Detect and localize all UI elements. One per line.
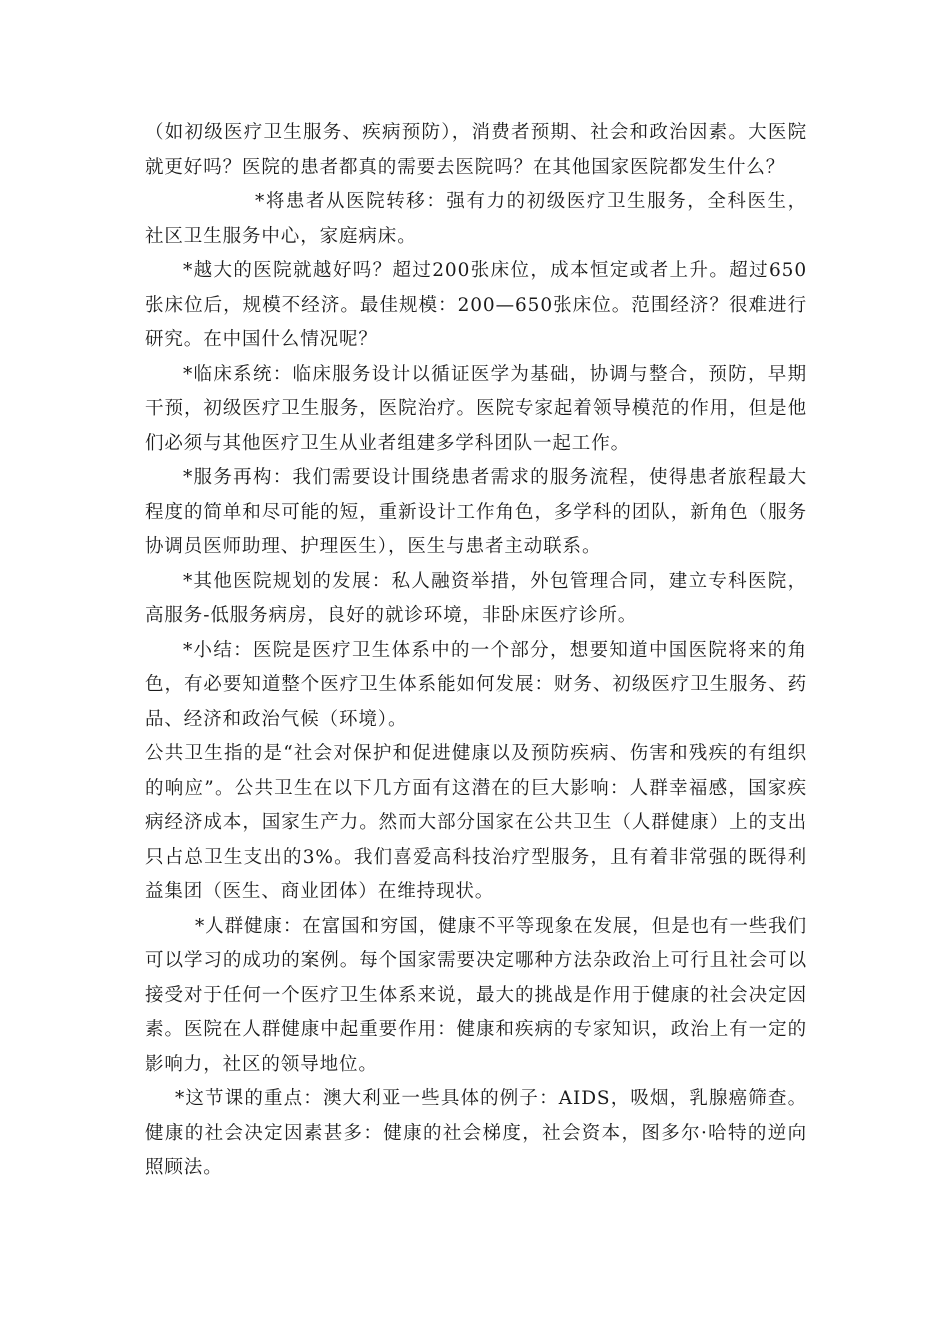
document-body	[145, 116, 807, 1186]
paragraph-public-health: 公共卫生指的是“社会对保护和促进健康以及预防疾病、伤害和残疾的有组织的响应”。公共卫生在以下几方面有这潜在的巨大影响：人群幸福感，国家疾病经济成本，国家生产力。然而大部分国家在公共卫生（人群健康）上的支出只占总卫生支出的3%。我们喜爱高科技治疗型服务，且有着非常强的既得利益集团（医生、商业团体）在维持现状。	[145, 743, 807, 902]
paragraph-lesson-focus: *这节课的重点：澳大利亚一些具体的例子：AIDS，吸烟，乳腺癌筛查。健康的社会决定因素甚多：健康的社会梯度，社会资本，图多尔·哈特的逆向照顾法。	[145, 1088, 807, 1178]
paragraph-service-restructure: *服务再构：我们需要设计围绕患者需求的服务流程，使得患者旅程最大程度的简单和尽可能的短，重新设计工作角色，多学科的团队，新角色（服务协调员医师助理、护理医生），医生与患者主动联系。	[145, 467, 807, 557]
paragraph-hospital-size: *越大的医院就越好吗？超过200张床位，成本恒定或者上升。超过650张床位后，规模不经济。最佳规模：200—650张床位。范围经济？很难进行研究。在中国什么情况呢？	[145, 260, 807, 350]
paragraph-hospital-questions: （如初级医疗卫生服务、疾病预防），消费者预期、社会和政治因素。大医院就更好吗？医院的患者都真的需要去医院吗？在其他国家医院都发生什么？	[145, 122, 807, 178]
paragraph-patient-transfer: *将患者从医院转移：强有力的初级医疗卫生服务，全科医生，社区卫生服务中心，家庭病床。	[145, 191, 807, 247]
paragraph-other-developments: *其他医院规划的发展：私人融资举措，外包管理合同，建立专科医院，高服务-低服务病房，良好的就诊环境，非卧床医疗诊所。	[145, 570, 807, 626]
paragraph-summary: *小结：医院是医疗卫生体系中的一个部分，想要知道中国医院将来的角色，有必要知道整个医疗卫生体系能如何发展：财务、初级医疗卫生服务、药品、经济和政治气候（环境）。	[145, 639, 807, 730]
paragraph-population-health: *人群健康：在富国和穷国，健康不平等现象在发展，但是也有一些我们可以学习的成功的案例。每个国家需要决定哪种方法杂政治上可行且社会可以接受对于任何一个医疗卫生体系来说，最大的挑战是作用于健康的社会决定因素。医院在人群健康中起重要作用：健康和疾病的专家知识，政治上有一定的影响力，社区的领导地位。	[145, 915, 807, 1075]
paragraph-clinical-system: *临床系统：临床服务设计以循证医学为基础，协调与整合，预防，早期干预，初级医疗卫生服务，医院治疗。医院专家起着领导模范的作用，但是他们必须与其他医疗卫生从业者组建多学科团队一起工作。	[145, 363, 807, 454]
